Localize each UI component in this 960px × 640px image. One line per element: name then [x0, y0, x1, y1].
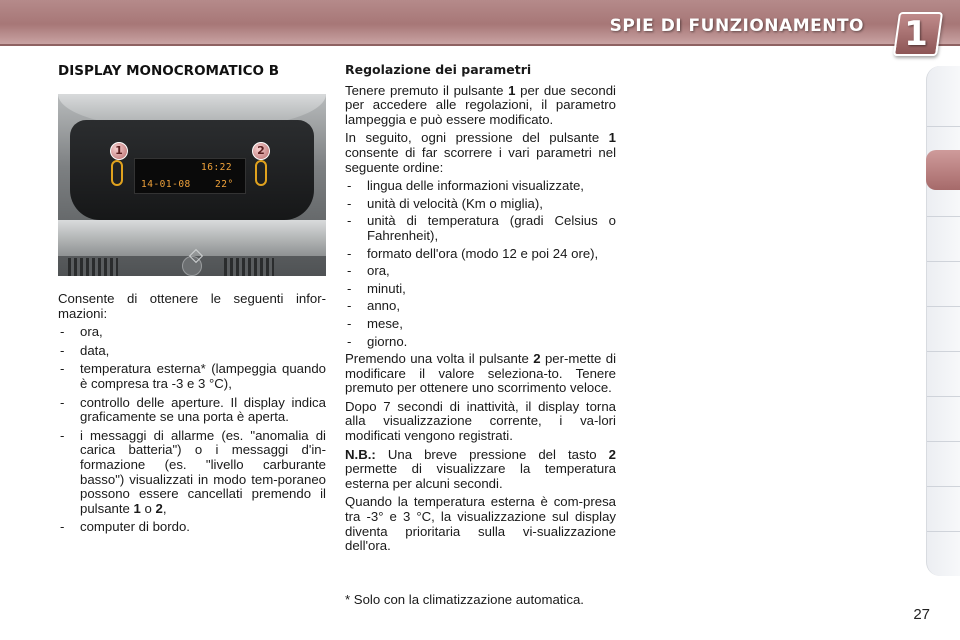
text: Tenere premuto il pulsante: [345, 82, 509, 98]
list-item: - minuti,: [345, 282, 616, 297]
side-tab-divider: [927, 351, 960, 352]
display-temperature: 22°: [215, 179, 234, 190]
button-ref: 2: [608, 446, 616, 462]
list-item: [58, 429, 326, 517]
list-item: - ora,: [345, 264, 616, 279]
parameter-list: [345, 179, 616, 349]
side-tab-divider: [927, 261, 960, 262]
button-1-outline: [111, 160, 123, 186]
text: Una breve pressione del tasto: [375, 446, 609, 462]
note-paragraph: [345, 448, 616, 492]
list-item: - unità di temperatura (gradi Celsius o Fahrenheit),: [345, 214, 616, 243]
list-item: - mese,: [345, 317, 616, 332]
paragraph: Dopo 7 secondi di inattività, il display torna alla visualizzazione corrente, i va-lori modificati vengono registrati.: [345, 398, 616, 444]
note-label: N.B.:: [345, 446, 376, 462]
list-item-text: o: [140, 500, 156, 516]
right-column: [345, 63, 616, 558]
side-tab-divider: [927, 216, 960, 217]
button-ref: 2: [533, 351, 541, 367]
text: In seguito, ogni pressione del pulsante: [345, 130, 609, 146]
paragraph: Quando la temperatura esterna è com-presa tra -3° e 3 °C, la visualizzazione sul display diventa prioritaria sulla vi-sualizzazione dell'ora.: [345, 494, 616, 554]
text: per-mette di modificare il valore seleziona-to. Tenere premuto per ottenere uno scorrimento veloce.: [345, 351, 616, 396]
chapter-side-tabs: [926, 66, 960, 576]
list-item-text: ,: [162, 500, 167, 516]
text: Premendo una volta il pulsante: [345, 351, 534, 367]
paragraph: [345, 352, 616, 396]
button-ref: 1: [608, 130, 616, 146]
side-tab-active[interactable]: [926, 150, 960, 190]
paragraph: [345, 84, 616, 128]
section-title: DISPLAY MONOCROMATICO B: [58, 63, 279, 79]
chapter-number: 1: [904, 14, 928, 54]
list-item-text: i messaggi di allarme (es. "anomalia di carica batteria") o i messaggi d'in-formazione (es. "livello carburante basso") visualizzati in modo tem-poraneo possono essere cancellati premendo il pulsante: [80, 427, 326, 516]
list-item: - ora,: [58, 325, 326, 340]
side-tab-divider: [927, 396, 960, 397]
list-item: - controllo delle aperture. Il display indica graficamente se una porta è aperta.: [58, 396, 326, 425]
button-ref: 1: [133, 500, 141, 516]
side-tab-divider: [927, 531, 960, 532]
list-item: - formato dell'ora (modo 12 e poi 24 ore),: [345, 247, 616, 262]
side-tab-divider: [927, 441, 960, 442]
display-date: 14-01-08: [141, 179, 191, 190]
list-item: - temperatura esterna* (lampeggia quando è compresa tra -3 e 3 °C),: [58, 362, 326, 391]
display-photo: [58, 94, 326, 276]
callout-1: 1: [110, 142, 128, 160]
info-list: [58, 325, 326, 535]
paragraph: [345, 131, 616, 175]
button-ref: 2: [155, 500, 163, 516]
button-2-outline: [255, 160, 267, 186]
list-item: - computer di bordo.: [58, 520, 326, 535]
list-item: - unità di velocità (Km o miglia),: [345, 197, 616, 212]
page-number: 27: [913, 606, 930, 623]
text: permette di visualizzare la temperatura esterna per alcuni secondi.: [345, 461, 616, 491]
list-item: - lingua delle informazioni visualizzate,: [345, 179, 616, 194]
dashboard-ledge: [58, 220, 326, 256]
left-column: [58, 292, 326, 539]
display-screen: [134, 158, 246, 194]
list-item: - giorno.: [345, 335, 616, 350]
footnote: * Solo con la climatizzazione automatica.: [345, 592, 584, 607]
side-tab-divider: [927, 126, 960, 127]
list-item: - anno,: [345, 299, 616, 314]
intro-paragraph: Consente di ottenere le seguenti infor-mazioni:: [58, 291, 326, 321]
display-time: 16:22: [201, 162, 233, 173]
subsection-title: Regolazione dei parametri: [345, 62, 532, 77]
chapter-title: SPIE DI FUNZIONAMENTO: [609, 16, 864, 36]
side-tab-divider: [927, 306, 960, 307]
air-vent-left: [68, 258, 118, 276]
callout-2: 2: [252, 142, 270, 160]
list-item: - data,: [58, 344, 326, 359]
text: per due secondi per accedere alle regolazioni, il parametro lampeggia e può essere modificato.: [345, 82, 616, 127]
text: consente di far scorrere i vari parametri nel seguente ordine:: [345, 144, 616, 175]
air-vent-right: [224, 258, 274, 276]
button-ref: 1: [508, 82, 516, 98]
side-tab-divider: [927, 486, 960, 487]
